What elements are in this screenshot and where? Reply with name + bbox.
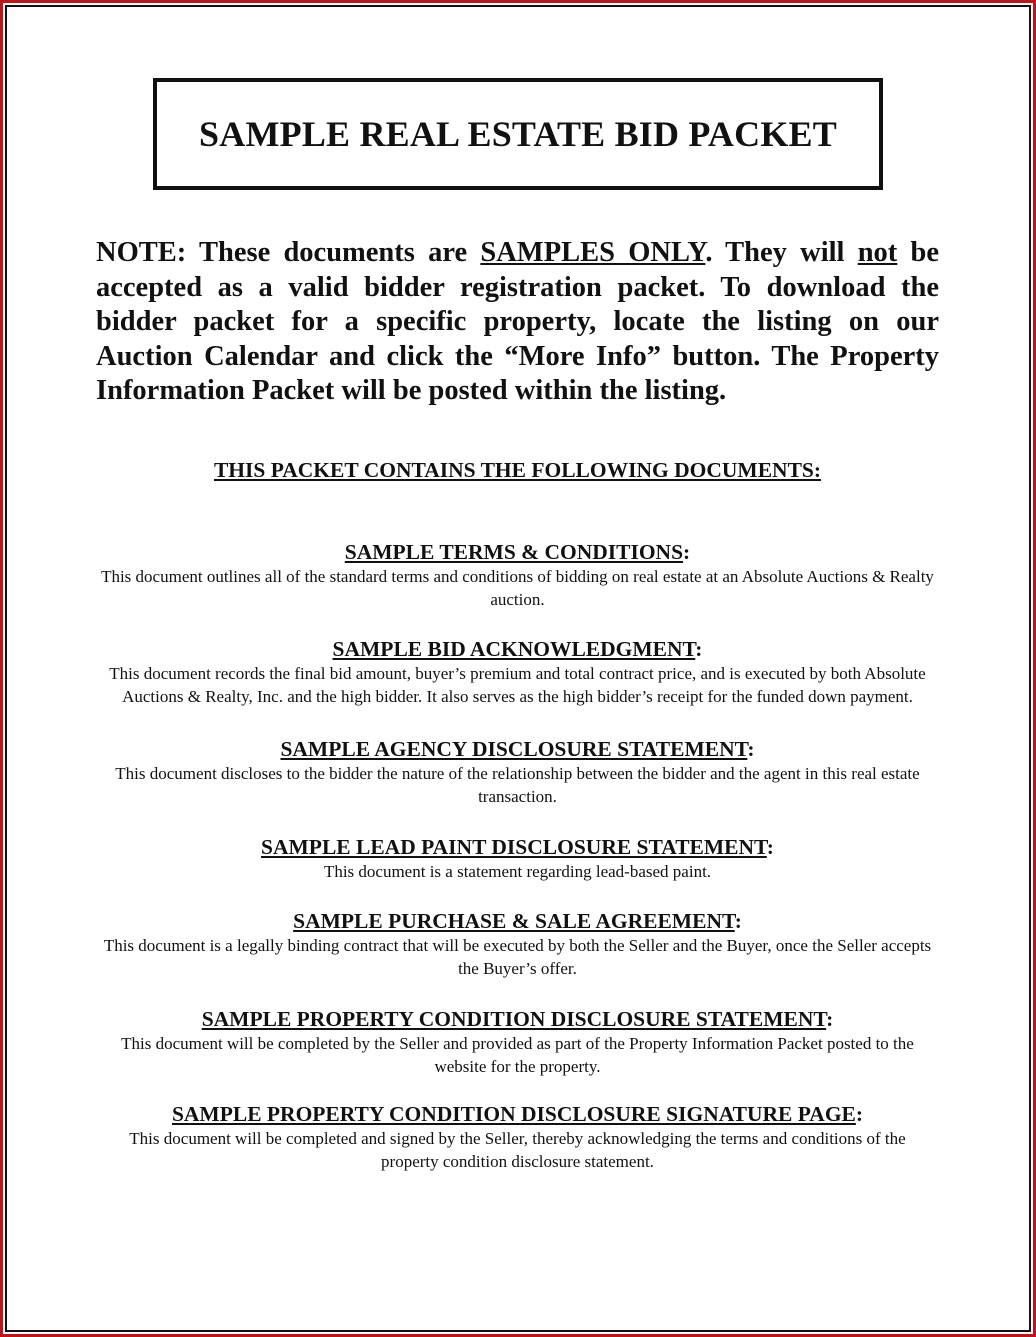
document-item: [96, 737, 939, 808]
note-paragraph: [96, 236, 939, 409]
document-item: [96, 909, 939, 980]
note-not: not: [857, 237, 898, 268]
document-description: This document is a legally binding contract that will be executed by both the Seller and the Buyer, once the Seller accepts the Buyer’s offer.: [103, 936, 932, 978]
note-text-2: . They will: [705, 237, 858, 268]
document-item: [96, 540, 939, 611]
contains-heading: THIS PACKET CONTAINS THE FOLLOWING DOCUMENTS:: [213, 458, 822, 482]
note-text-3: be accepted as a valid bidder registration packet. To download the bidder packet for a specific property, locate the listing on our Auction Calendar and click the “More Info” button. The Property Information Packet will be posted within the listing.: [96, 237, 940, 406]
document-description: This document will be completed by the Seller and provided as part of the Property Information Packet posted to the website for the property.: [121, 1034, 914, 1076]
document-heading: SAMPLE PURCHASE & SALE AGREEMENT:: [293, 909, 742, 933]
document-description: This document discloses to the bidder the nature of the relationship between the bidder and the agent in this real estate transaction.: [115, 764, 920, 806]
note-samples-only: SAMPLES ONLY: [480, 237, 706, 268]
note-text-1: NOTE: These documents are: [96, 237, 481, 268]
document-heading: SAMPLE BID ACKNOWLEDGMENT:: [332, 637, 703, 661]
document-item: [96, 1007, 939, 1078]
document-heading: SAMPLE PROPERTY CONDITION DISCLOSURE STATEMENT:: [201, 1007, 834, 1031]
document-description: This document will be completed and signed by the Seller, thereby acknowledging the terms and conditions of the property condition disclosure statement.: [129, 1129, 906, 1171]
document-list: [96, 540, 939, 1173]
document-item: [96, 1102, 939, 1173]
document-description: This document records the final bid amount, buyer’s premium and total contract price, and is executed by both Absolute Auctions & Realty, Inc. and the high bidder. It also serves as the high bidder’s receipt for the funded down payment.: [109, 664, 926, 706]
document-heading: SAMPLE TERMS & CONDITIONS:: [344, 540, 691, 564]
document-item: [96, 835, 939, 883]
document-heading: SAMPLE PROPERTY CONDITION DISCLOSURE SIGNATURE PAGE:: [171, 1102, 864, 1126]
document-heading: SAMPLE AGENCY DISCLOSURE STATEMENT:: [280, 737, 755, 761]
document-description: This document is a statement regarding lead-based paint.: [323, 862, 712, 881]
document-heading: SAMPLE LEAD PAINT DISCLOSURE STATEMENT:: [261, 835, 774, 859]
document-item: [96, 637, 939, 708]
document-description: This document outlines all of the standard terms and conditions of bidding on real estate at an Absolute Auctions & Realty auction.: [101, 567, 934, 609]
page-title: SAMPLE REAL ESTATE BID PACKET: [199, 114, 837, 154]
title-box: [153, 78, 883, 190]
